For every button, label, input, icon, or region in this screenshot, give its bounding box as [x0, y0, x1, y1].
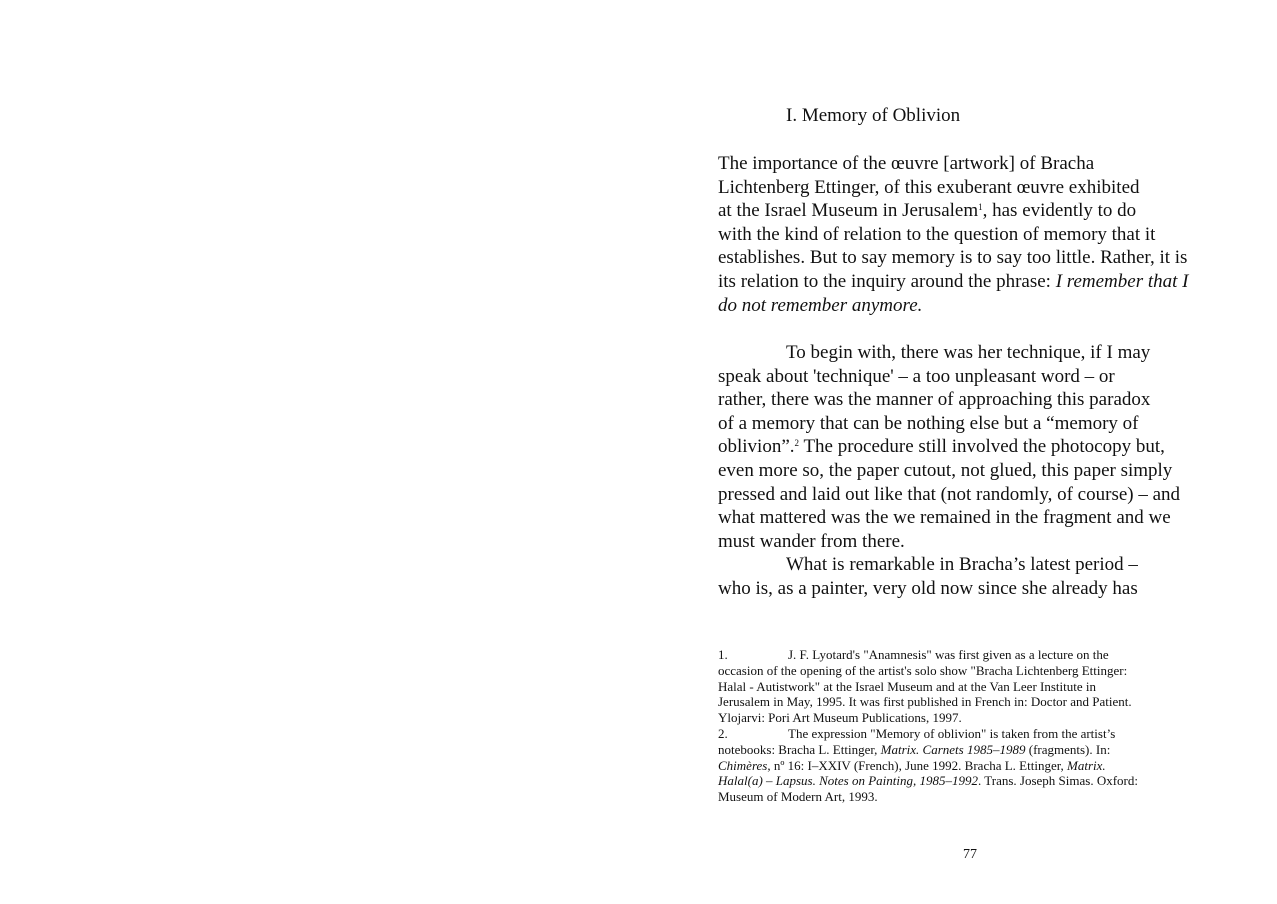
line-text: The procedure still involved the photocopy but, [799, 436, 1165, 458]
footnote-line [718, 758, 1228, 774]
footnote-2 [718, 726, 1228, 805]
paragraph-line: who is, as a painter, very old now since she already has [718, 577, 1138, 599]
footnote-1 [718, 647, 1228, 726]
footnotes [718, 647, 1228, 805]
left-page-blank [0, 0, 638, 904]
paragraph-line: To begin with, there was her technique, if I may [786, 342, 1151, 363]
line-text: its relation to the inquiry around the phrase: [718, 270, 1056, 292]
footnote-line [718, 726, 1228, 742]
paragraph-3 [718, 553, 1228, 600]
footnote-number: 2. [718, 725, 728, 741]
footnote-number: 1. [718, 647, 728, 662]
footnote-ref-1[interactable]: 1 [978, 202, 983, 213]
paragraph-line: Lichtenberg Ettinger, of this exuberant œuvre exhibited [718, 176, 1140, 198]
footnote-text: The expression "Memory of oblivion" is taken from the artist’s [788, 725, 1116, 741]
paragraph-line: establishes. But to say memory is to say too little. Rather, it is [718, 247, 1188, 269]
paragraph-line: rather, there was the manner of approaching this paradox [718, 389, 1151, 411]
paragraph-1 [718, 152, 1228, 317]
paragraph-line: with the kind of relation to the question of memory that it [718, 223, 1156, 245]
footnote-italic: Halal(a) – Lapsus. Notes on Painting, 1985–1992 [718, 773, 979, 789]
paragraph-line [718, 294, 1228, 318]
paragraph-line [718, 270, 1228, 294]
italic-phrase: do not remember anymore. [718, 294, 923, 316]
footnote-line: occasion of the opening of the artist's solo show "Bracha Lichtenberg Ettinger: [718, 662, 1128, 678]
paragraph-line: pressed and laid out like that (not randomly, of course) – and [718, 483, 1181, 505]
paragraph-line: What is remarkable in Bracha’s latest period – [786, 554, 1138, 575]
footnote-text: J. F. Lyotard's "Anamnesis" was first given as a lecture on the [788, 647, 1109, 662]
footnote-text: . Trans. Joseph Simas. Oxford: [978, 773, 1139, 789]
page-number: 77 [963, 847, 977, 862]
footnote-line: Halal - Autistwork" at the Israel Museum and at the Van Leer Institute in [718, 678, 1096, 694]
paragraph-line: of a memory that can be nothing else but a “memory of [718, 412, 1139, 434]
line-text: at the Israel Museum in Jerusalem [718, 200, 979, 222]
line-text: , has evidently to do [982, 200, 1137, 222]
footnote-line [718, 742, 1228, 758]
paragraph-line: speak about 'technique' – a too unpleasant word – or [718, 365, 1115, 387]
footnote-text: (fragments). In: [1025, 741, 1111, 757]
footnote-line [718, 647, 1228, 663]
footnote-ref-2[interactable]: 2 [794, 438, 800, 449]
footnote-text: , nº 16: I–XXIV (French), June 1992. Bracha L. Ettinger, [767, 757, 1068, 773]
footnote-line: Ylojarvi: Pori Art Museum Publications, 1997. [718, 710, 962, 726]
paragraph-line [718, 435, 1228, 459]
paragraph-line [718, 199, 1228, 223]
italic-phrase: I remember that I [1055, 270, 1189, 292]
paragraph-line: even more so, the paper cutout, not glued, this paper simply [718, 459, 1173, 481]
chapter-heading: I. Memory of Oblivion [786, 105, 961, 126]
paragraph-line: The importance of the œuvre [artwork] of Bracha [718, 153, 1095, 174]
footnote-italic: Chimères [718, 757, 768, 773]
footnote-line [718, 773, 1228, 789]
footnote-line: Museum of Modern Art, 1993. [718, 789, 878, 805]
paragraph-line: what mattered was the we remained in the fragment and we [718, 507, 1171, 529]
paragraph-2 [718, 341, 1228, 553]
footnote-italic: Matrix. [1067, 757, 1106, 773]
footnote-text: notebooks: Bracha L. Ettinger, [718, 741, 881, 757]
footnote-line: Jerusalem in May, 1995. It was first published in French in: Doctor and Patient. [718, 694, 1132, 710]
footnote-italic: Matrix. Carnets 1985–1989 [880, 741, 1026, 757]
line-text: oblivion”. [718, 436, 795, 458]
paragraph-line: must wander from there. [718, 530, 905, 552]
